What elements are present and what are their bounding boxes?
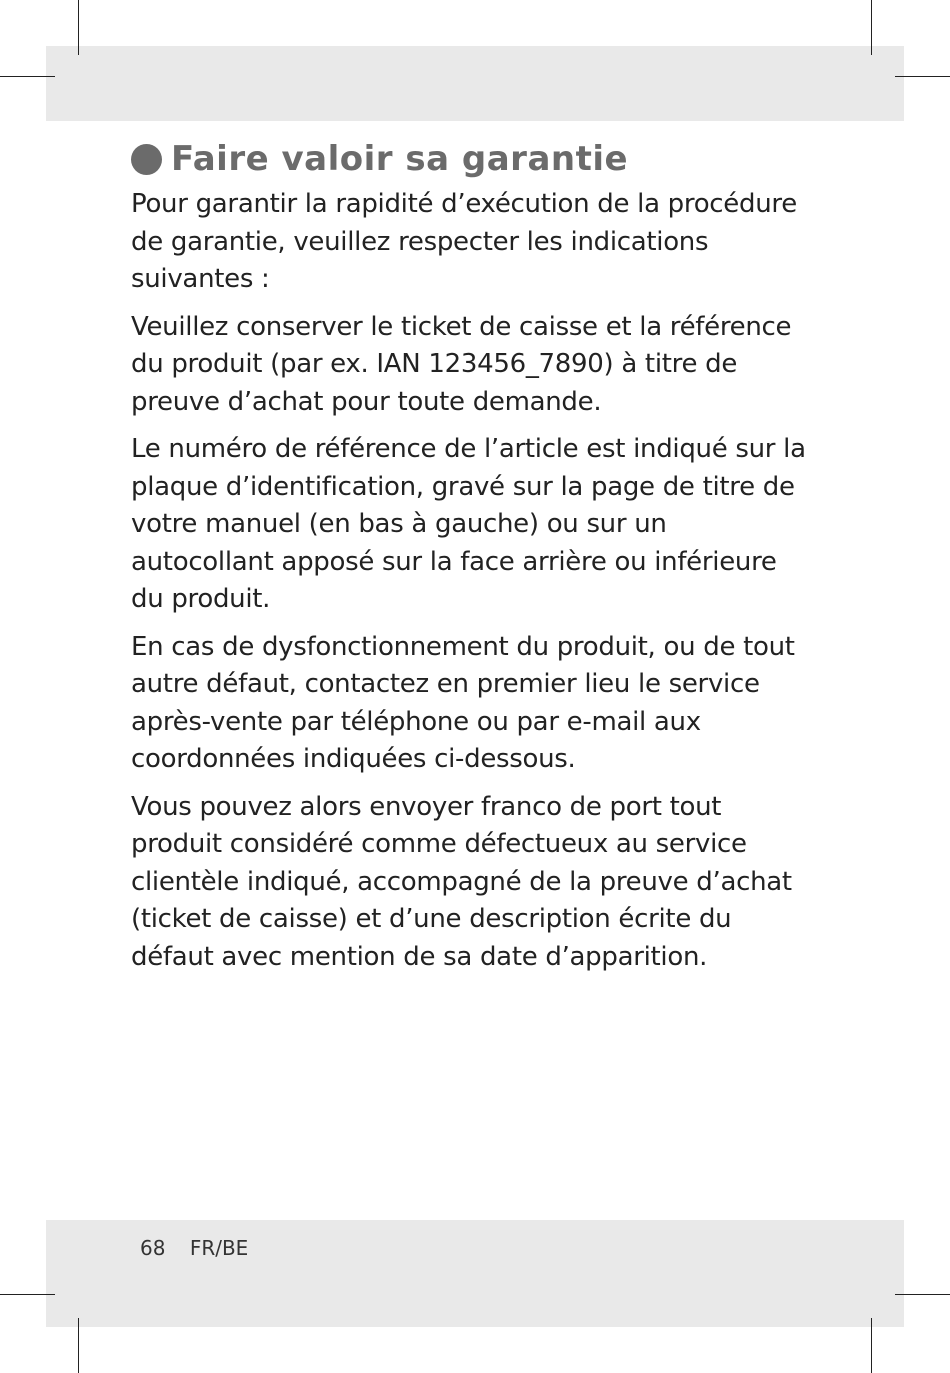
paragraph: Pour garantir la rapidité d’exécution de la procédure de garantie, veuillez respecter les indications suivantes : [131, 189, 797, 294]
section-heading [131, 136, 811, 182]
paragraph: En cas de dysfonctionnement du produit, ou de tout autre défaut, contactez en premier lieu le service après-vente par téléphone ou par e-mail aux coordonnées indiquées ci-dessous. [131, 631, 795, 774]
crop-mark [0, 1294, 55, 1295]
crop-mark [895, 1294, 950, 1295]
paragraph: Vous pouvez alors envoyer franco de port tout produit considéré comme défectueux au service clientèle indiqué, accompagné de la preuve d’achat (ticket de caisse) et d’une description écrite du défaut avec mention de sa date d’apparition. [131, 791, 792, 972]
crop-mark [0, 76, 55, 77]
bullet-icon [131, 144, 162, 175]
page-content [131, 136, 811, 986]
crop-mark [871, 1318, 872, 1373]
locale-label: FR/BE [189, 1236, 249, 1260]
crop-mark [895, 76, 950, 77]
page-number: 68 [140, 1236, 166, 1260]
section-heading-text: Faire valoir sa garantie [171, 139, 629, 179]
paragraph: Le numéro de référence de l’article est indiqué sur la plaque d’identification, gravé sur la page de titre de votre manuel (en bas à gauche) ou sur un autocollant apposé sur la face arrière ou inférieure du produit. [131, 434, 806, 614]
header-band [46, 46, 904, 121]
crop-mark [78, 0, 79, 55]
paragraph: Veuillez conserver le ticket de caisse et la référence du produit (par ex. IAN 123456_7890) à titre de preuve d’achat pour toute demande. [131, 311, 792, 417]
crop-mark [871, 0, 872, 55]
page-footer [140, 1236, 266, 1260]
crop-mark [78, 1318, 79, 1373]
